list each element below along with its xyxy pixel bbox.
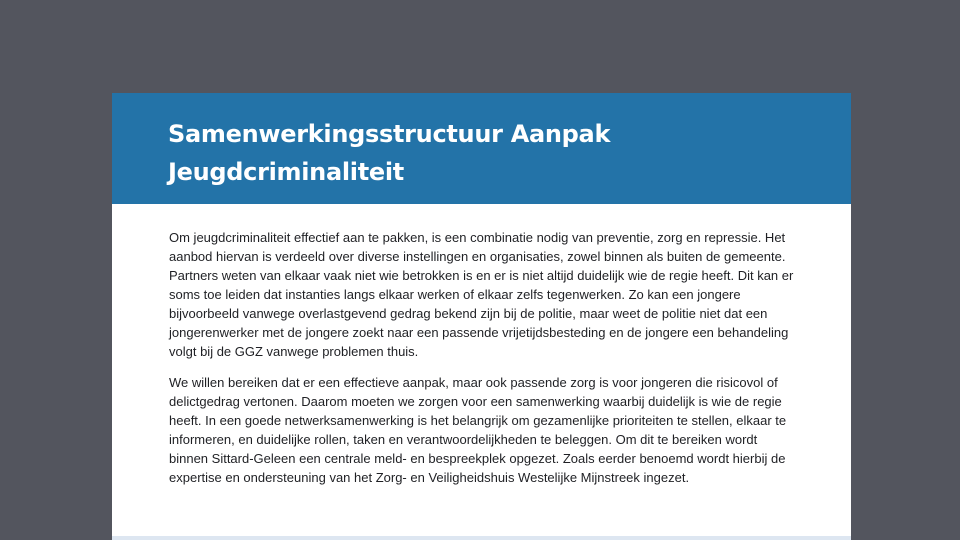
title-line-1: Samenwerkingsstructuur Aanpak: [168, 120, 611, 148]
title-line-2: Jeugdcriminaliteit: [168, 158, 404, 186]
content-card: [112, 93, 851, 540]
card-body: [169, 228, 794, 499]
card-header: [112, 93, 851, 204]
bottom-strip: [112, 536, 851, 540]
paragraph-2: We willen bereiken dat er een effectieve aanpak, maar ook passende zorg is voor jongeren die risicovol of delictgedrag vertonen. Daarom moeten we zorgen voor een samenwerking waarbij duidelijk is wie de regie heeft. In een goede netwerksamenwerking is het belangrijk om gezamenlijke prioriteiten te stellen, elkaar te informeren, en duidelijke rollen, taken en verantwoordelijkheden te beleggen. Om dit te bereiken wordt binnen Sittard-Geleen een centrale meld- en bespreekplek opgezet. Zoals eerder benoemd wordt hierbij de expertise en ondersteuning van het Zorg- en Veiligheidshuis Westelijke Mijnstreek ingezet.: [169, 375, 787, 485]
paragraph-1: Om jeugdcriminaliteit effectief aan te pakken, is een combinatie nodig van preventie, zorg en repressie. Het aanbod hiervan is verdeeld over diverse instellingen en organisaties, zowel binnen als buiten de gemeente. Partners weten van elkaar vaak niet wie betrokken is en er is niet altijd duidelijk wie de regie heeft. Dit kan er soms toe leiden dat instanties langs elkaar werken of elkaar zelfs tegenwerken. Zo kan een jongere bijvoorbeeld vanwege overlastgevend gedrag bekend zijn bij de politie, maar weet de politie niet dat een jongerenwerker met de jongere zoekt naar een passende vrijetijdsbesteding en de jongere een behandeling volgt bij de GGZ vanwege problemen thuis.: [169, 230, 794, 359]
page-title: [168, 115, 795, 191]
